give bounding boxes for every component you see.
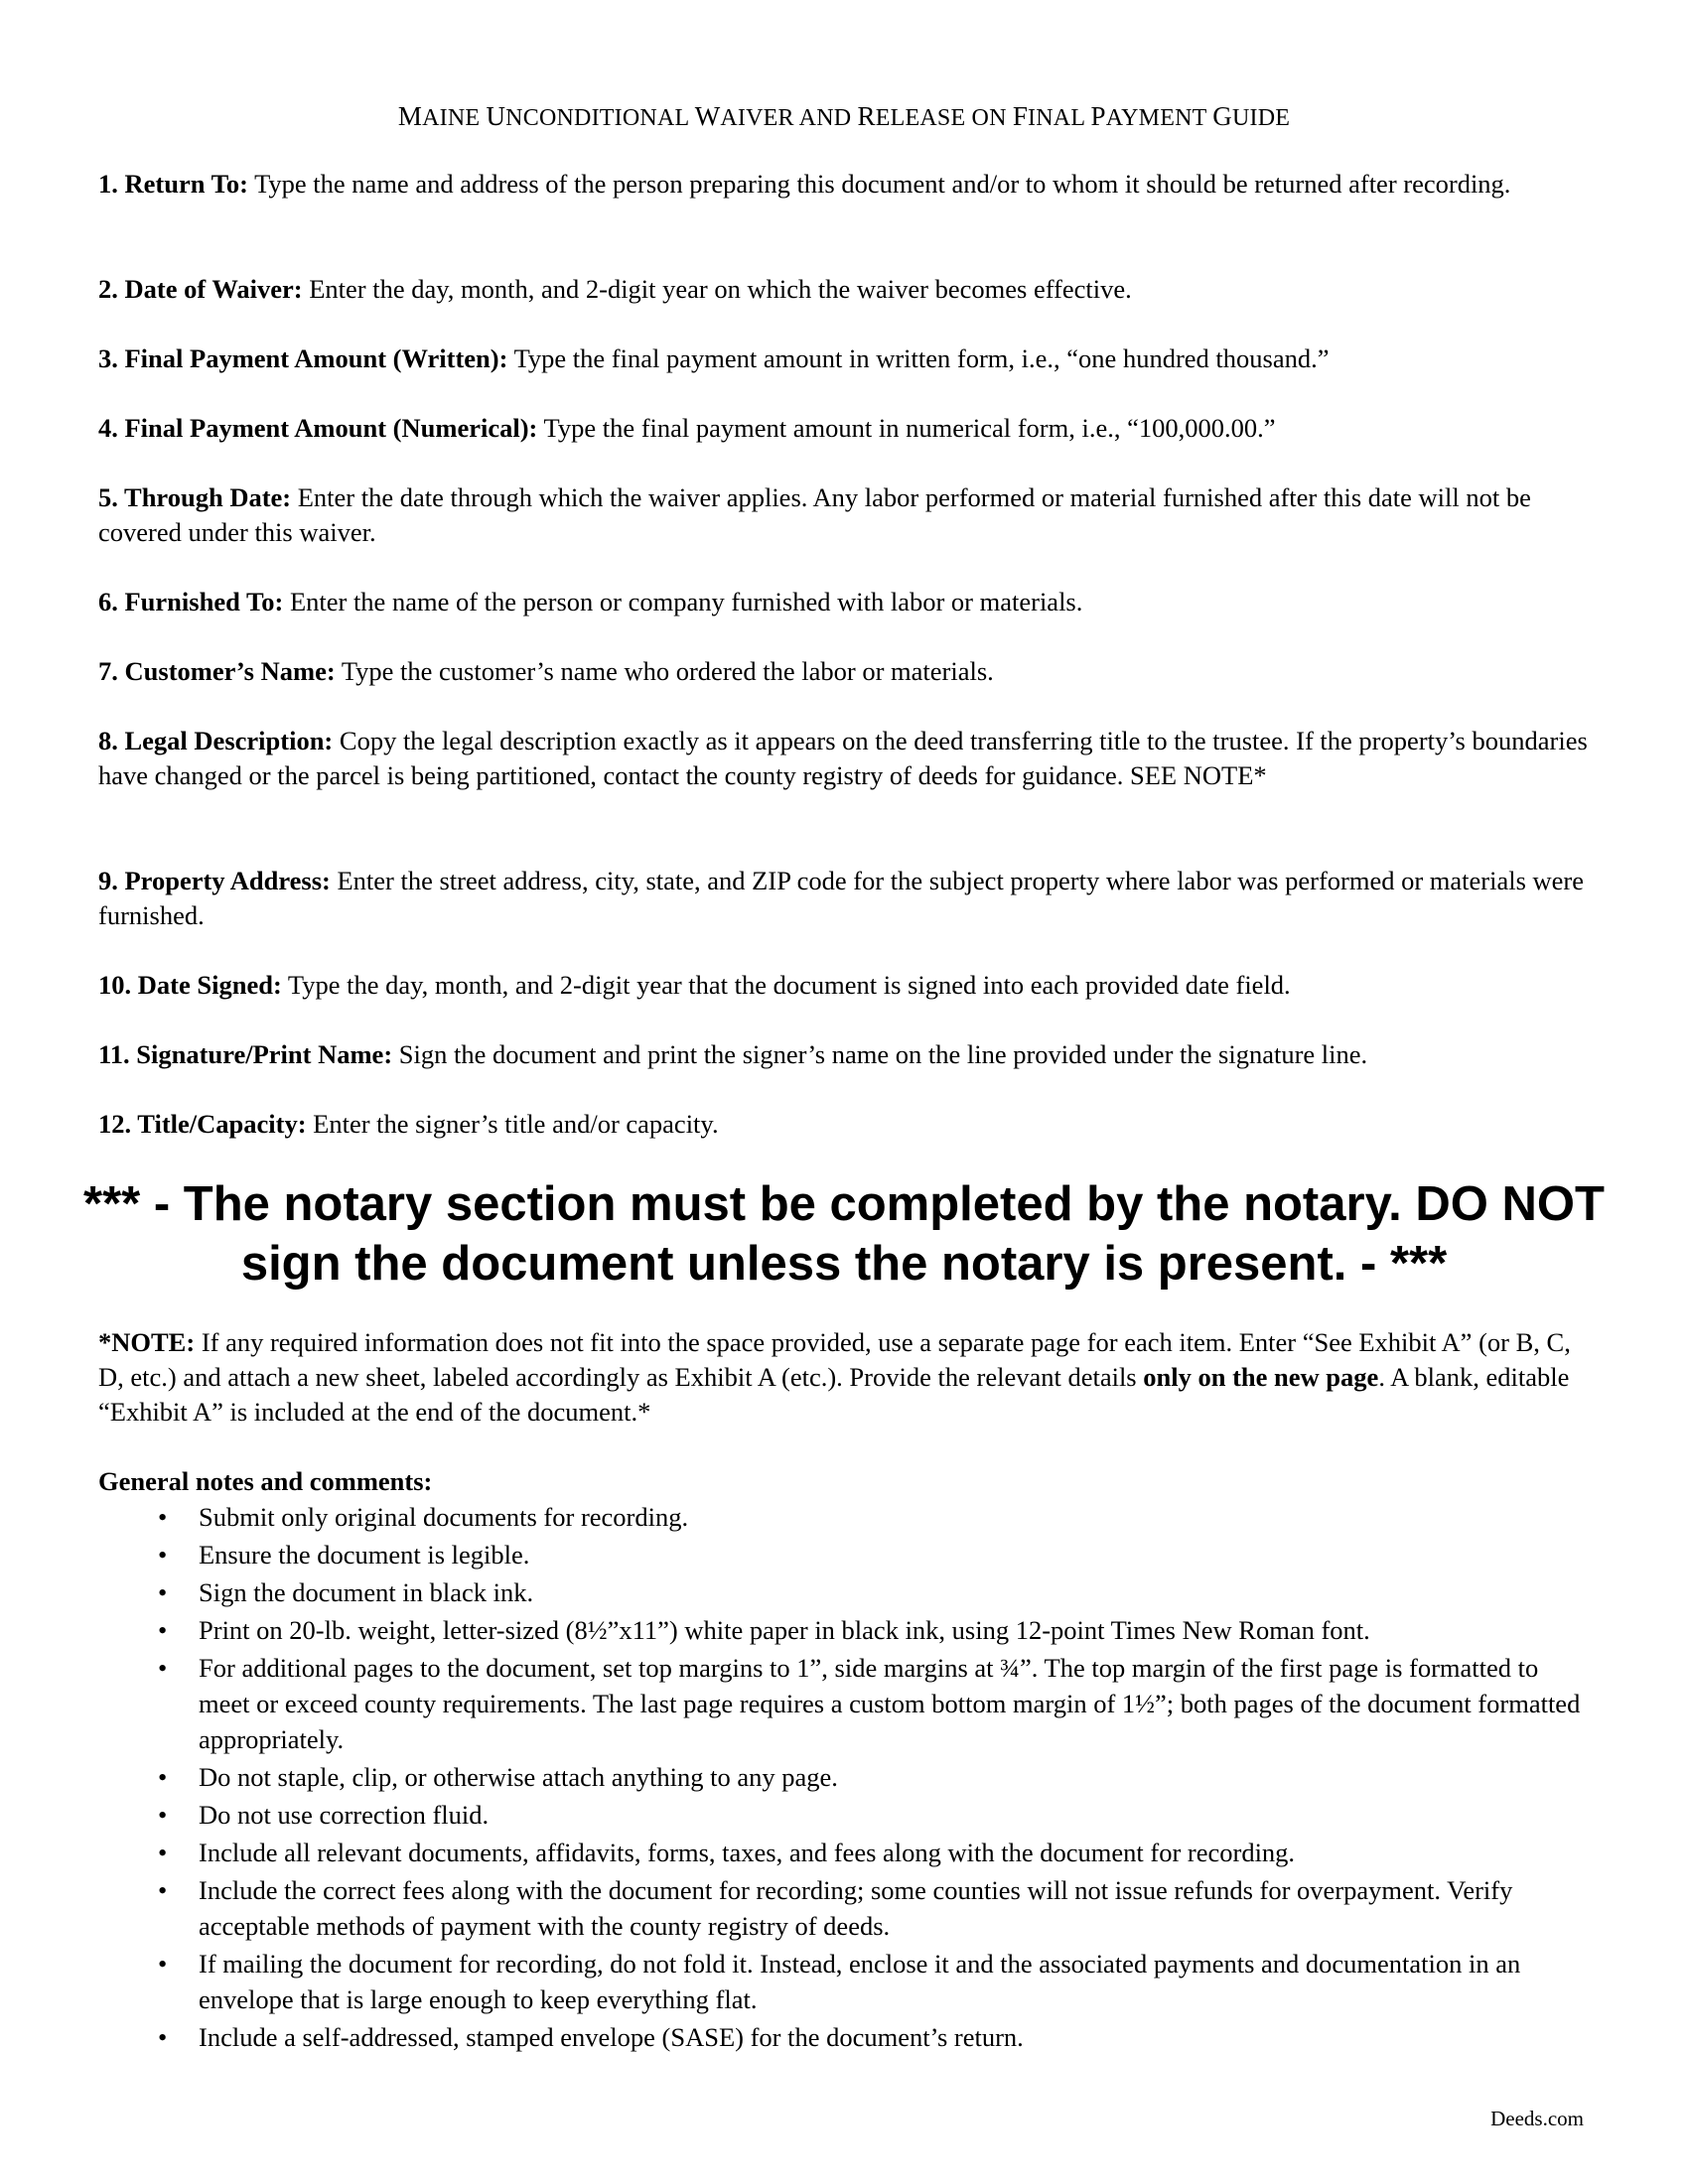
note-label: *NOTE: (98, 1327, 196, 1357)
instruction-item-through-date (98, 480, 1588, 550)
item-label: 5. Through Date: (98, 482, 292, 512)
bullet-icon: • (158, 1502, 168, 1532)
item-text: Enter the date through which the waiver applies. Any labor performed or material furnished after this date will not be covered under this waiver. (98, 482, 1531, 547)
item-text: Enter the street address, city, state, and ZIP code for the subject property where labor was performed or materials were furnished. (98, 866, 1585, 930)
item-label: 4. Final Payment Amount (Numerical): (98, 413, 538, 443)
item-text: Enter the day, month, and 2-digit year on which the waiver becomes effective. (302, 274, 1132, 304)
list-item (98, 1537, 1588, 1572)
instruction-item-return-to (98, 167, 1588, 202)
instruction-item-amount-numerical (98, 411, 1588, 446)
item-text: Type the final payment amount in numerical form, i.e., “100,000.00.” (537, 413, 1276, 443)
instruction-item-amount-written (98, 341, 1588, 376)
list-item (98, 1574, 1588, 1610)
list-item-text: Print on 20-lb. weight, letter-sized (8½”x11”) white paper in black ink, using 12-point Times New Roman font. (199, 1615, 1370, 1645)
list-item-text: Include a self-addressed, stamped envelope (SASE) for the document’s return. (199, 2022, 1024, 2052)
item-text: Type the day, month, and 2-digit year that the document is signed into each provided date field. (281, 970, 1291, 1000)
list-item (98, 1759, 1588, 1795)
instruction-item-legal-description (98, 724, 1588, 793)
item-text: Sign the document and print the signer’s name on the line provided under the signature line. (392, 1039, 1368, 1069)
list-item (98, 1946, 1588, 2017)
item-text: Type the name and address of the person preparing this document and/or to whom it should be returned after recording. (247, 169, 1511, 199)
item-text: Enter the name of the person or company furnished with labor or materials. (283, 587, 1083, 616)
item-label: 1. Return To: (98, 169, 248, 199)
list-item-text: Do not staple, clip, or otherwise attach anything to any page. (199, 1762, 838, 1792)
instruction-item-date-signed (98, 968, 1588, 1003)
item-text: Type the final payment amount in written form, i.e., “one hundred thousand.” (507, 343, 1330, 373)
bullet-icon: • (158, 1875, 168, 1905)
item-label: 12. Title/Capacity: (98, 1109, 307, 1139)
general-notes-heading: General notes and comments: (98, 1466, 433, 1496)
list-item (98, 1650, 1588, 1757)
bullet-icon: • (158, 1615, 168, 1645)
list-item-text: If mailing the document for recording, do not fold it. Instead, enclose it and the associated payments and documentation in an envelope that is large enough to keep everything flat. (199, 1949, 1521, 2014)
item-text: Enter the signer’s title and/or capacity. (306, 1109, 719, 1139)
item-label: 6. Furnished To: (98, 587, 284, 616)
item-label: 2. Date of Waiver: (98, 274, 303, 304)
list-item (98, 1872, 1588, 1944)
note-text: If any required information does not fit into the space provided, use a separate page for each item. Enter “See Exhibit A” (or B, C, D, etc.) and attach a new sheet, labeled accordingly as Exhibit A (etc.). Provide the relevant details (98, 1327, 1571, 1392)
list-item-text: Include all relevant documents, affidavits, forms, taxes, and fees along with the document for recording. (199, 1838, 1296, 1867)
bullet-icon: • (158, 1540, 168, 1570)
list-item-text: Ensure the document is legible. (199, 1540, 530, 1570)
list-item (98, 1835, 1588, 1870)
item-text: Copy the legal description exactly as it appears on the deed transferring title to the trustee. If the property’s boundaries have changed or the parcel is being partitioned, contact the county registry of deeds for guidance. SEE NOTE* (98, 726, 1588, 790)
page-title: MAINE UNCONDITIONAL WAIVER AND RELEASE ON FINAL PAYMENT GUIDE (397, 101, 1291, 131)
instruction-item-date-of-waiver (98, 272, 1588, 307)
bullet-icon: • (158, 1577, 168, 1607)
general-notes-list (98, 1499, 1588, 2057)
instruction-item-property-address (98, 864, 1588, 933)
note-text-end: . A blank, editable “Exhibit A” is included at the end of the document.* (98, 1362, 1570, 1427)
bullet-icon: • (158, 1949, 168, 1979)
list-item-text: For additional pages to the document, set top margins to 1”, side margins at ¾”. The top margin of the first page is formatted to meet or exceed county requirements. The last page requires a custom bottom margin of 1½”; both pages of the document formatted appropriately. (199, 1653, 1581, 1754)
item-label: 11. Signature/Print Name: (98, 1039, 393, 1069)
item-label: 10. Date Signed: (98, 970, 282, 1000)
item-label: 7. Customer’s Name: (98, 656, 336, 686)
list-item (98, 1499, 1588, 1535)
list-item-text: Submit only original documents for recording. (199, 1502, 689, 1532)
bullet-icon: • (158, 2022, 168, 2052)
item-text: Type the customer’s name who ordered the labor or materials. (335, 656, 994, 686)
list-item-text: Do not use correction fluid. (199, 1800, 490, 1830)
item-label: 9. Property Address: (98, 866, 331, 895)
bullet-icon: • (158, 1800, 168, 1830)
bullet-icon: • (158, 1762, 168, 1792)
exhibit-note (98, 1325, 1588, 1430)
bullet-icon: • (158, 1653, 168, 1683)
notary-warning: *** - The notary section must be completed by the notary. DO NOT sign the document unless the notary is present. - *** (83, 1177, 1605, 1291)
instruction-item-customer-name (98, 654, 1588, 689)
instruction-item-signature (98, 1037, 1588, 1072)
item-label: 3. Final Payment Amount (Written): (98, 343, 508, 373)
list-item (98, 2019, 1588, 2055)
note-emphasis: only on the new page (1143, 1362, 1379, 1392)
item-label: 8. Legal Description: (98, 726, 334, 755)
instruction-item-title-capacity (98, 1107, 1588, 1142)
list-item-text: Sign the document in black ink. (199, 1577, 534, 1607)
list-item (98, 1797, 1588, 1833)
instruction-item-furnished-to (98, 585, 1588, 619)
footer-brand: Deeds.com (1490, 2107, 1584, 2130)
list-item-text: Include the correct fees along with the document for recording; some counties will not issue refunds for overpayment. Verify acceptable methods of payment with the county registry of deeds. (199, 1875, 1513, 1941)
list-item (98, 1612, 1588, 1648)
bullet-icon: • (158, 1838, 168, 1867)
